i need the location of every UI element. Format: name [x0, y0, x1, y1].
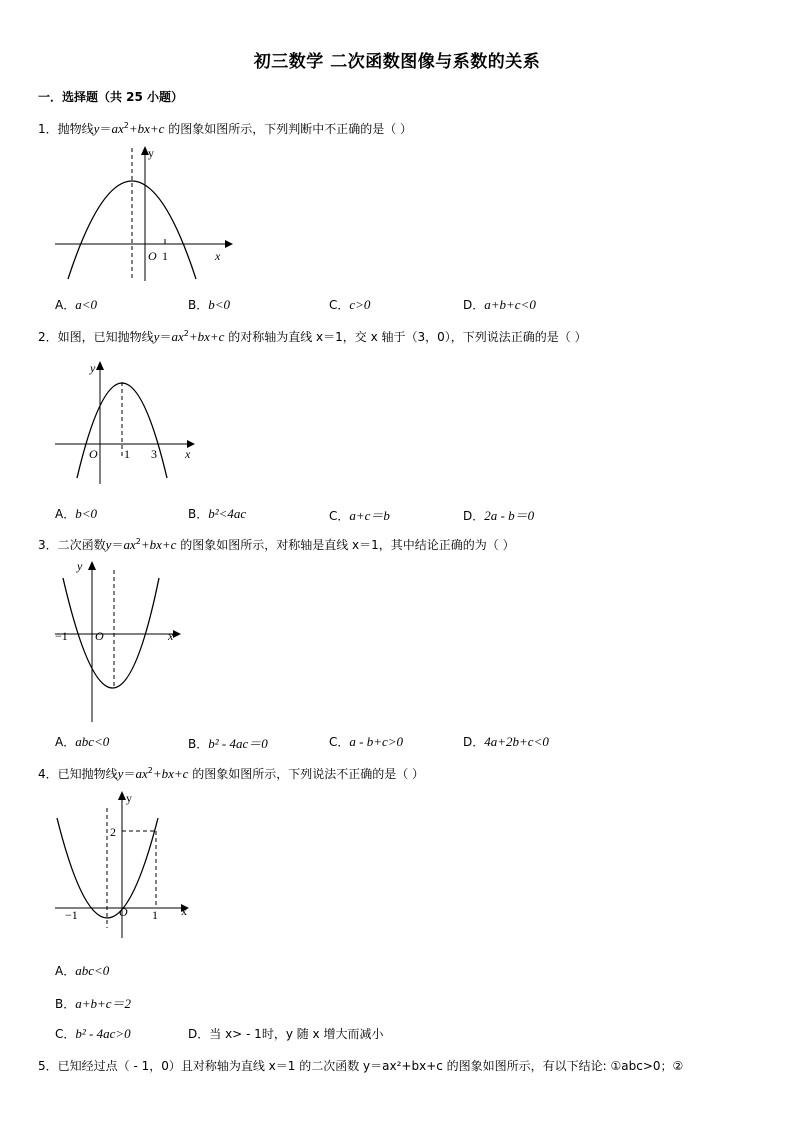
- tick-label-1: 1: [124, 447, 130, 461]
- option-a[interactable]: A．b<0: [55, 506, 97, 521]
- option-c[interactable]: C．a - b+c>0: [329, 734, 404, 749]
- formula-rest: +bx+c: [128, 121, 165, 136]
- y-label: y: [126, 791, 132, 805]
- tick-label-neg1: −1: [55, 629, 68, 643]
- option-d[interactable]: D．当 x> - 1时，y 随 x 增大而减小: [188, 1027, 384, 1041]
- option-a[interactable]: A．abc<0: [55, 734, 110, 749]
- question-text-post: 的对称轴为直线 x＝1，交 x 轴于（3，0），下列说法正确的是（ ）: [224, 330, 587, 344]
- option-b[interactable]: B．b<0: [188, 297, 231, 312]
- page-title: 初三数学 二次函数图像与系数的关系: [253, 52, 541, 72]
- origin-label: O: [95, 629, 104, 643]
- option-text: a+b+c<0: [484, 297, 536, 312]
- question-text-post: 的图象如图所示，对称轴是直线 x＝1，其中结论正确的为（ ）: [176, 538, 515, 552]
- formula-eq: ＝: [99, 122, 112, 136]
- option-text: 2a - b＝0: [484, 508, 535, 523]
- question-number: 2．: [38, 330, 58, 344]
- tick-label-1: 1: [152, 908, 158, 922]
- x-label: x: [181, 904, 187, 918]
- question-3-figure: [55, 558, 190, 724]
- origin-label: O: [148, 249, 157, 263]
- formula-rest: +bx+c: [188, 329, 225, 344]
- question-2-stem: 2．如图，已知抛物线$y=ax^2+bx+c$ 的对称轴为直线 x＝1，交 x 轴于（3，0），下列说法正确的是（ ）: [38, 329, 587, 344]
- formula-a: ax: [135, 766, 148, 781]
- y-arrow: [96, 361, 104, 370]
- option-text: abc<0: [75, 963, 110, 978]
- formula-rest: +bx+c: [152, 766, 189, 781]
- question-number: 4．: [38, 767, 58, 781]
- question-3-stem: 3．二次函数$y=ax^2+bx+c$ 的图象如图所示，对称轴是直线 x＝1，其中结论正确的为（ ）: [38, 537, 515, 552]
- option-b[interactable]: B．b² - 4ac＝0: [188, 736, 268, 751]
- option-d[interactable]: D．a+b+c<0: [463, 297, 536, 312]
- option-c[interactable]: C．c>0: [329, 297, 371, 312]
- formula-a: ax: [123, 537, 136, 552]
- option-c[interactable]: C．a+c＝b: [329, 508, 390, 523]
- tick-label-neg1: −1: [65, 908, 78, 922]
- option-text: abc<0: [75, 734, 110, 749]
- option-text: 4a+2b+c<0: [484, 734, 549, 749]
- option-text: b<0: [75, 506, 97, 521]
- formula-a: ax: [171, 329, 184, 344]
- formula-rest: +bx+c: [140, 537, 177, 552]
- option-text: a<0: [75, 297, 97, 312]
- y-label: y: [77, 559, 83, 573]
- tick-label-y2: 2: [110, 825, 116, 839]
- option-c[interactable]: C．b² - 4ac>0: [55, 1026, 131, 1041]
- option-a[interactable]: A．abc<0: [55, 963, 110, 978]
- option-text: b²<4ac: [208, 506, 247, 521]
- x-arrow: [225, 240, 233, 248]
- option-text: b<0: [208, 297, 231, 312]
- parabola: [63, 578, 159, 688]
- question-1-figure: [55, 143, 235, 283]
- y-arrow: [118, 791, 126, 800]
- section-heading: 一．选择题（共 25 小题）: [38, 90, 184, 104]
- option-text: c>0: [349, 297, 371, 312]
- option-d[interactable]: D．4a+2b+c<0: [463, 734, 549, 749]
- x-label: x: [215, 249, 221, 263]
- question-text: 抛物线: [57, 122, 94, 136]
- question-number: 1．: [38, 122, 58, 136]
- question-text: 如图，已知抛物线: [57, 330, 154, 344]
- question-text-post: 的图象如图所示，下列判断中不正确的是（ ）: [164, 122, 413, 136]
- formula-eq: ＝: [111, 538, 124, 552]
- tick-label: 1: [162, 249, 168, 263]
- formula-y: y: [105, 537, 112, 552]
- option-b[interactable]: B．b²<4ac: [188, 506, 247, 521]
- option-b[interactable]: B．a+b+c＝2: [55, 996, 132, 1011]
- x-label: x: [168, 629, 174, 643]
- option-text: b² - 4ac＝0: [208, 736, 268, 751]
- question-4-figure: [55, 788, 195, 938]
- question-text: 已知抛物线: [57, 767, 118, 781]
- formula-y: y: [117, 766, 124, 781]
- option-text: a+b+c＝2: [75, 996, 132, 1011]
- x-label: x: [185, 447, 191, 461]
- y-label: y: [90, 361, 96, 375]
- origin-label: O: [89, 447, 98, 461]
- question-text: 二次函数: [57, 538, 106, 552]
- origin-label: O: [119, 905, 128, 919]
- formula-eq: ＝: [123, 767, 136, 781]
- question-number: 3．: [38, 538, 58, 552]
- question-2-figure: [55, 358, 205, 488]
- x-arrow: [173, 630, 181, 638]
- option-d[interactable]: D．2a - b＝0: [463, 508, 535, 523]
- y-arrow: [88, 561, 96, 570]
- formula-eq: ＝: [159, 330, 172, 344]
- tick-label-3: 3: [151, 447, 157, 461]
- formula-a: ax: [111, 121, 124, 136]
- option-text: b² - 4ac>0: [75, 1026, 131, 1041]
- question-number: 5．: [38, 1059, 58, 1073]
- option-a[interactable]: A．a<0: [55, 297, 97, 312]
- parabola: [68, 181, 196, 279]
- question-4-stem: 4．已知抛物线$y=ax^2+bx+c$ 的图象如图所示，下列说法不正确的是（ ）: [38, 766, 425, 781]
- formula-y: y: [153, 329, 160, 344]
- question-5-stem: [38, 1057, 683, 1074]
- y-label: y: [148, 146, 154, 160]
- option-text: 当 x> - 1时，y 随 x 增大而减小: [209, 1027, 384, 1041]
- question-text: 已知经过点（ - 1，0）且对称轴为直线 x＝1 的二次函数 y＝ax²+bx+c 的图象如图所示，有以下结论: ①abc>0；②: [57, 1059, 684, 1073]
- formula-y: y: [93, 121, 100, 136]
- question-text-post: 的图象如图所示，下列说法不正确的是（ ）: [188, 767, 425, 781]
- question-1-stem: 1．抛物线$y=ax^2+bx+c$ 的图象如图所示，下列判断中不正确的是（ ）: [38, 121, 413, 136]
- option-text: a - b+c>0: [349, 734, 404, 749]
- option-text: a+c＝b: [349, 508, 390, 523]
